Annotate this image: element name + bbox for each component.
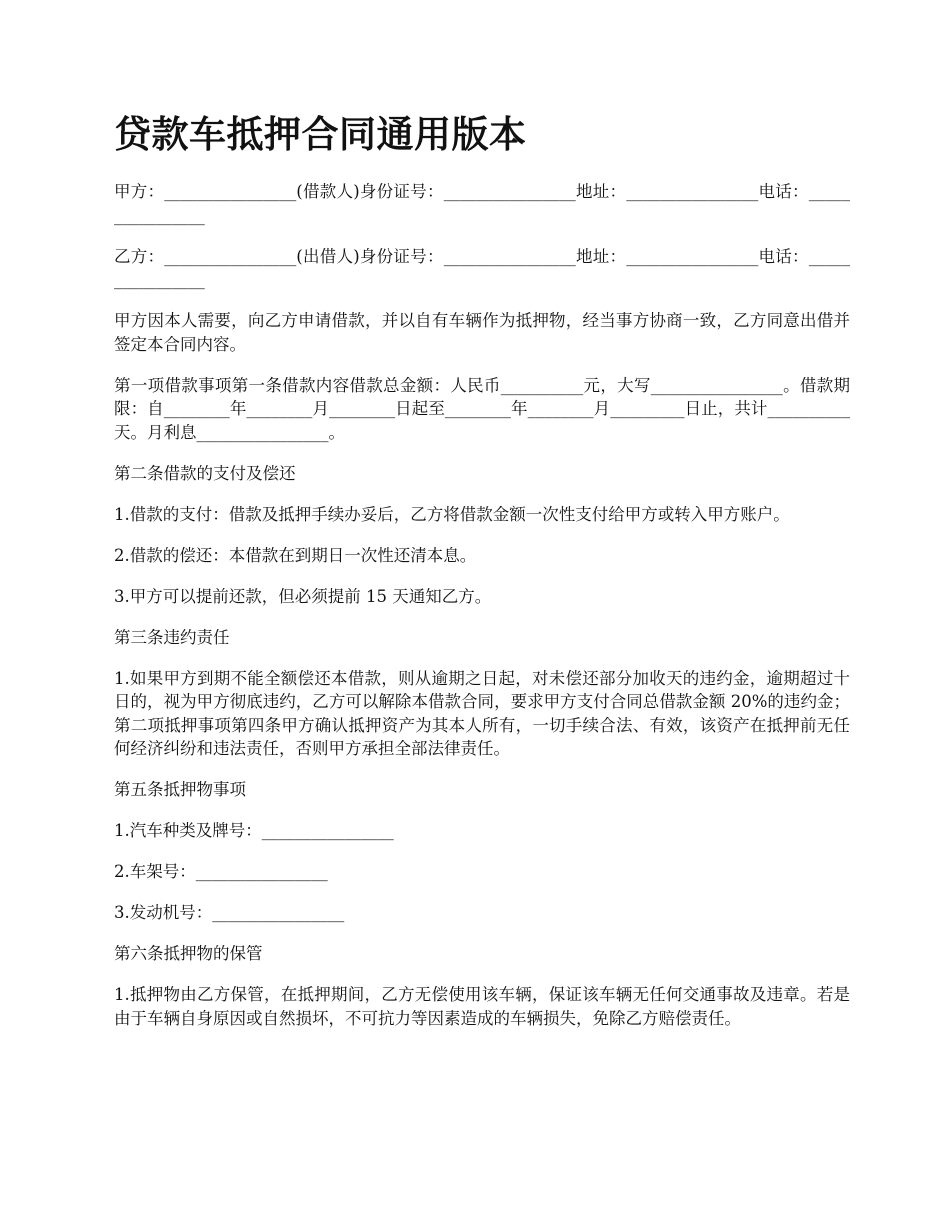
article-5-clause-2: 2.车架号：________________ [114,862,328,881]
party-b-info: 乙方：________________(出借人)身份证号：________________地址：________________电话：________________ [114,246,850,289]
document-page [114,108,850,1048]
party-a-info: 甲方：________________(借款人)身份证号：________________地址：________________电话：________________ [114,182,850,225]
article-2-clause-3: 3.甲方可以提前还款，但必须提前 15 天通知乙方。 [114,586,492,606]
article-6-clause-1: 1.抵押物由乙方保管，在抵押期间，乙方无偿使用该车辆，保证该车辆无任何交通事故及违章。若是由于车辆自身原因或自然损坏，不可抗力等因素造成的车辆损失，免除乙方赔偿责任。 [114,985,850,1028]
article-3-heading: 第三条违约责任 [114,627,230,647]
article-2-heading: 第二条借款的支付及偿还 [114,463,296,483]
article-5-heading: 第五条抵押物事项 [114,780,246,799]
article-2-clause-2: 2.借款的偿还：本借款在到期日一次性还清本息。 [114,545,477,565]
article-6-heading: 第六条抵押物的保管 [114,944,263,963]
preamble-paragraph: 甲方因本人需要，向乙方申请借款，并以自有车辆作为抵押物，经当事方协商一致，乙方同意出借并签定本合同内容。 [114,311,850,354]
article-5-clause-1: 1.汽车种类及牌号：________________ [114,821,394,840]
document-title: 贷款车抵押合同通用版本 [114,113,527,156]
article-3-clause-1: 1.如果甲方到期不能全额偿还本借款，则从逾期之日起，对未偿还部分加收天的违约金，逾期超过十日的，视为甲方彻底违约，乙方可以解除本借款合同，要求甲方支付合同总借款金额 20%的违约金；第二项抵押事项第四条甲方确认抵押资产为其本人所有，一切手续合法、有效，该资产在抵押前无任何经济纠纷和违法责任，否则甲方承担全部法律责任。 [114,668,850,758]
article-1-loan-content: 第一项借款事项第一条借款内容借款总金额：人民币__________元，大写________________。借款期限：自________年________月________日起至________年________月_________日止，共计__________天。月利息________________。 [114,375,850,442]
article-5-clause-3: 3.发动机号：________________ [114,903,345,922]
article-2-clause-1: 1.借款的支付：借款及抵押手续办妥后，乙方将借款金额一次性支付给甲方或转入甲方账户。 [114,504,790,524]
